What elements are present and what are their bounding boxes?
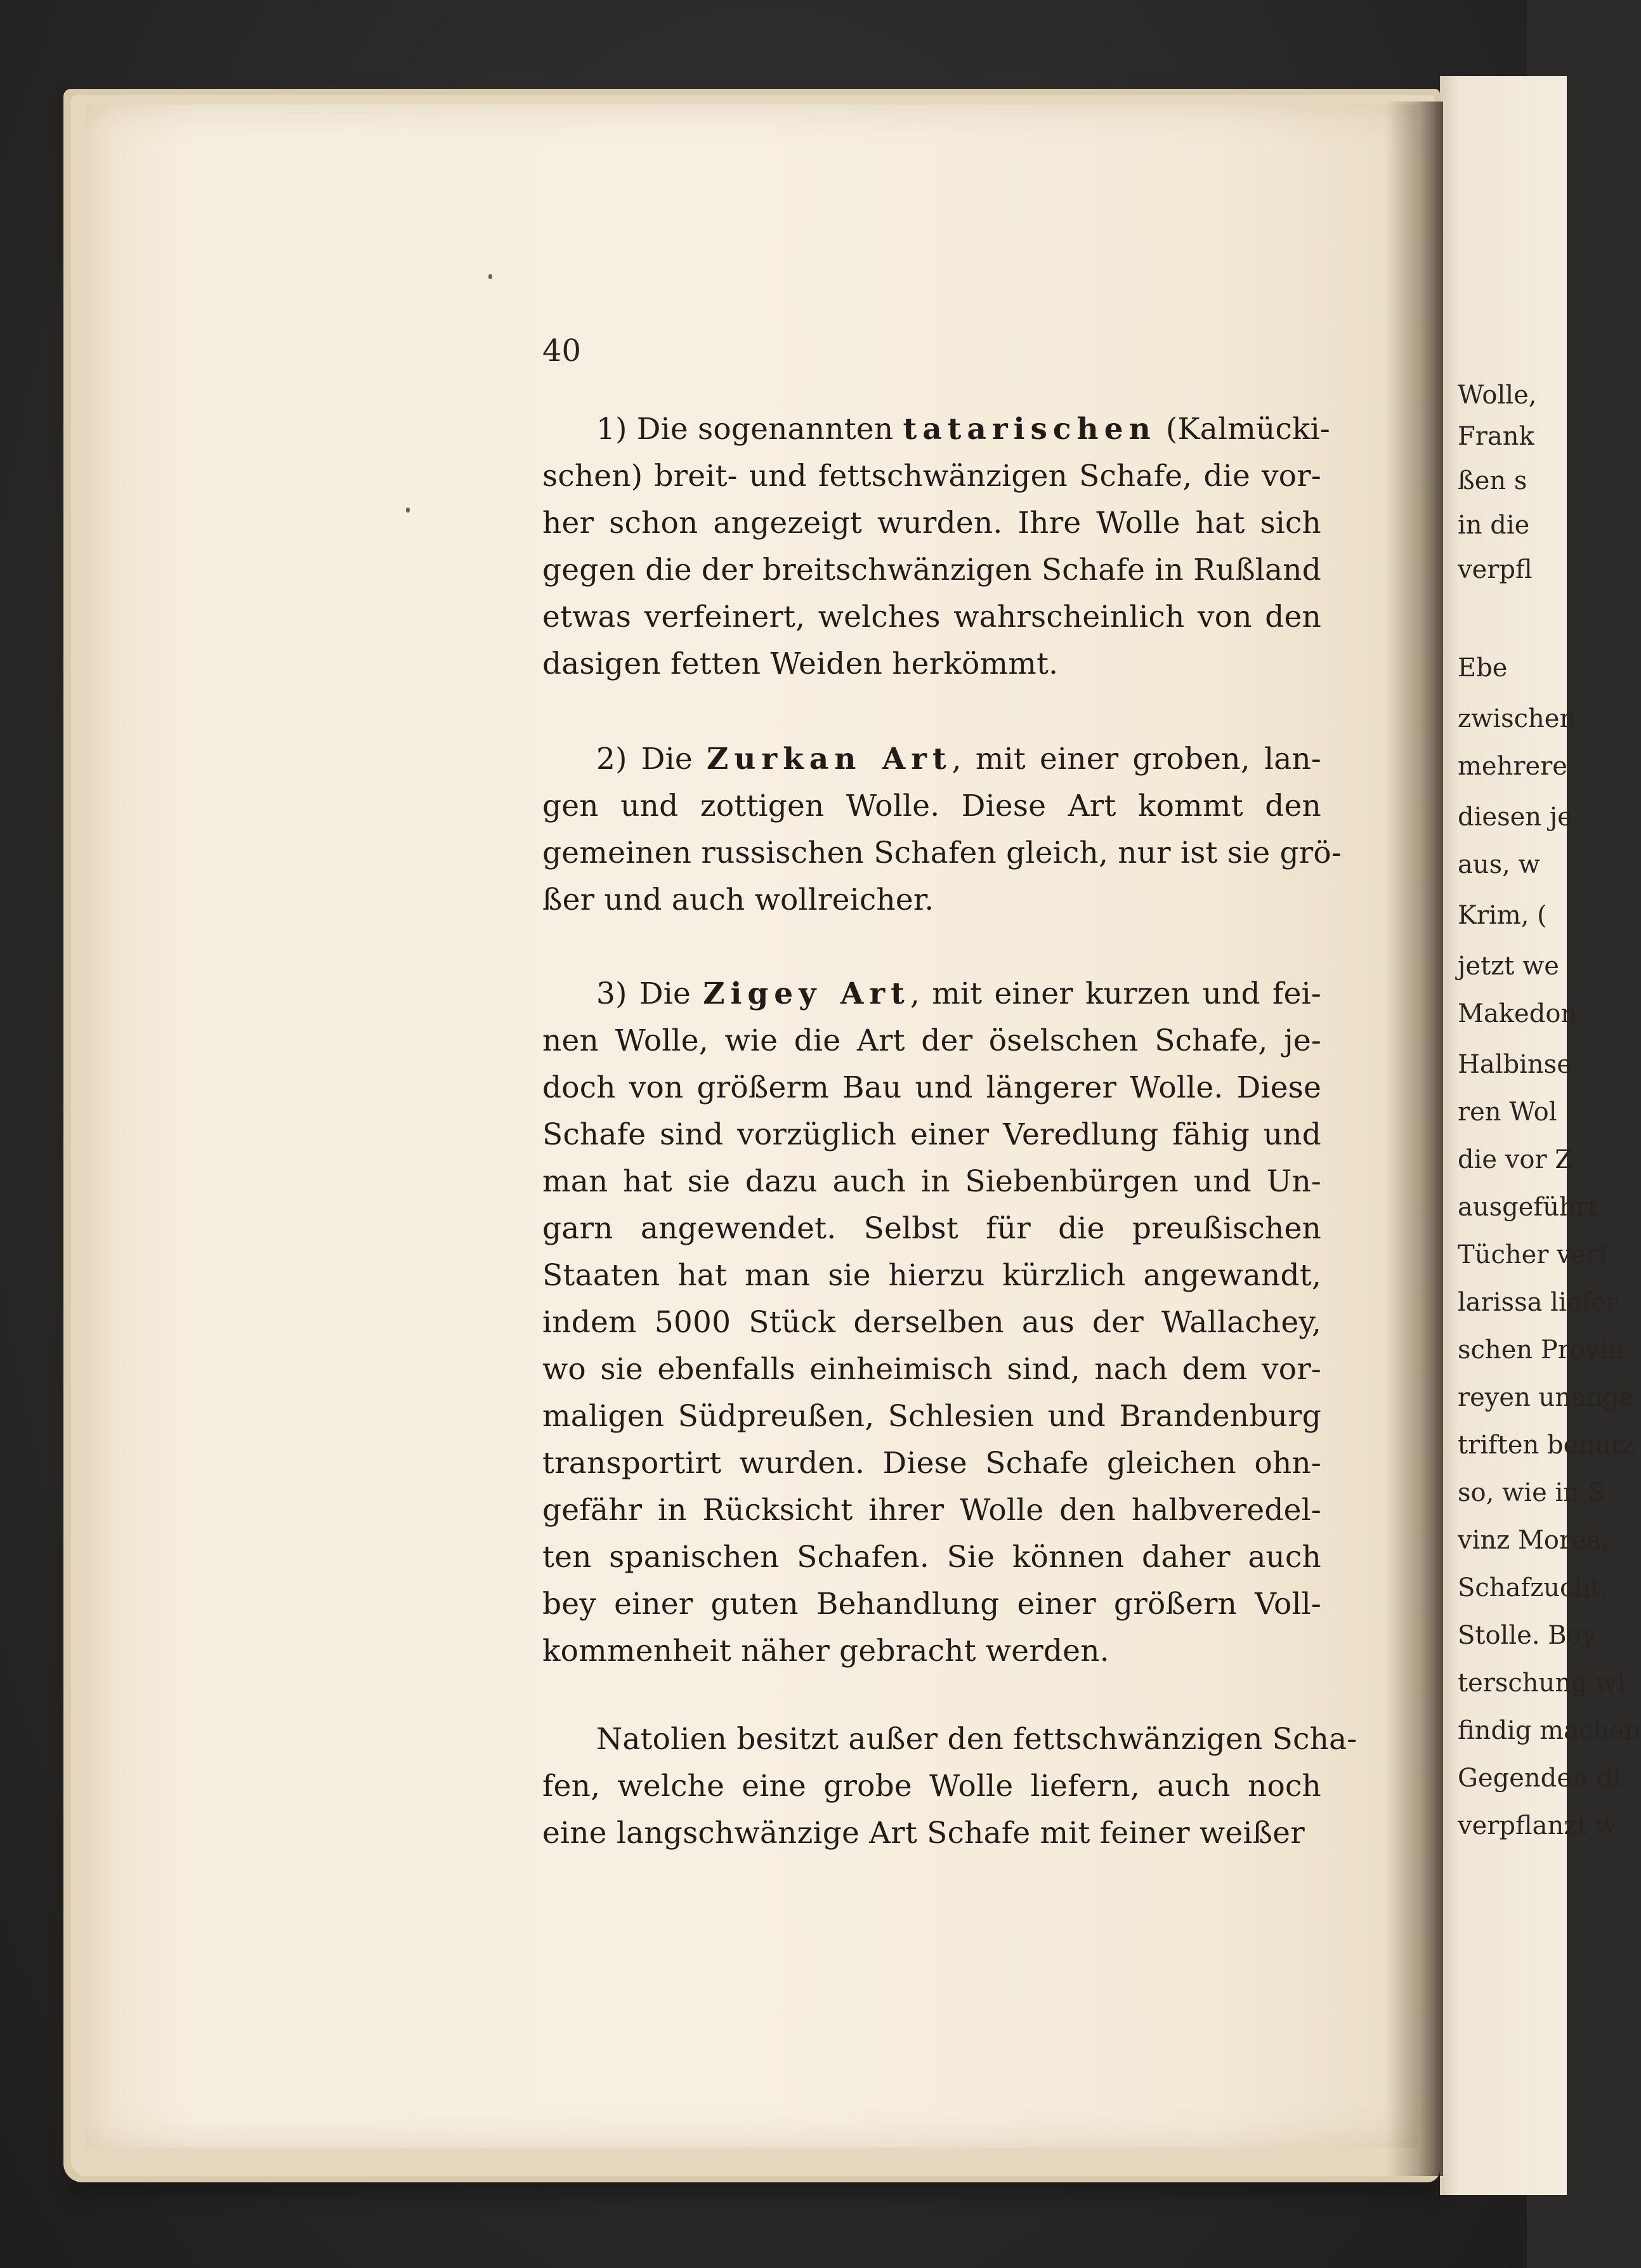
text-line: gemeinen russischen Schafen gleich, nur ist sie grö-: [542, 836, 1342, 870]
right-page-fragment: Tücher verf: [1458, 1240, 1608, 1269]
line-text: 1) Die sogenannten: [596, 412, 903, 447]
text-line: wo sie ebenfalls einheimisch sind, nach dem vor-: [542, 1352, 1321, 1387]
line-text: , mit einer kurzen und fei-: [910, 976, 1321, 1011]
right-page-fragment: ausgeführt: [1458, 1193, 1598, 1222]
right-page-fragment: reyen unange: [1458, 1383, 1634, 1412]
right-page-fragment: ren Wol: [1458, 1098, 1557, 1127]
text-line: gefähr in Rücksicht ihrer Wolle den halbveredel-: [542, 1493, 1321, 1528]
right-page-fragment: Makedon: [1458, 999, 1578, 1028]
text-line: gen und zottigen Wolle. Diese Art kommt den: [542, 789, 1321, 823]
emphasized-term: Zigey Art: [703, 976, 910, 1011]
text-line: fen, welche eine grobe Wolle liefern, auch noch: [542, 1769, 1321, 1804]
right-page-fragment: Schafzucht.: [1458, 1573, 1609, 1603]
line-text: (Kalmücki-: [1156, 412, 1330, 447]
text-line: indem 5000 Stück derselben aus der Wallachey,: [542, 1305, 1321, 1340]
page-number: 40: [542, 333, 582, 369]
text-line: transportirt wurden. Diese Schafe gleichen ohn-: [542, 1446, 1321, 1481]
text-line: etwas verfeinert, welches wahrscheinlich von den: [542, 600, 1321, 634]
right-page-fragment: so, wie in S: [1458, 1478, 1605, 1507]
right-page-fragment: aus, w: [1458, 850, 1540, 879]
line-text: 2) Die: [596, 742, 707, 777]
text-line: doch von größerm Bau und längerer Wolle. Diese: [542, 1070, 1321, 1105]
right-page-fragment: findig machen: [1458, 1716, 1641, 1745]
right-page-fragment: diesen je: [1458, 803, 1572, 832]
text-line: Staaten hat man sie hierzu kürzlich angewandt,: [542, 1258, 1321, 1293]
right-page-fragment: Stolle. Bey: [1458, 1621, 1596, 1650]
book-gutter: [1386, 102, 1443, 2176]
text-line: maligen Südpreußen, Schlesien und Brandenburg: [542, 1399, 1321, 1434]
right-page-fragment: Ebe: [1458, 653, 1508, 683]
text-line: [542, 971, 1321, 1018]
text-line: man hat sie dazu auch in Siebenbürgen und Un-: [542, 1164, 1321, 1199]
text-line: [542, 736, 1321, 783]
text-line: [542, 406, 1330, 453]
right-page-fragment: vinz Morea,: [1458, 1526, 1610, 1555]
right-page-fragment: die vor Z: [1458, 1145, 1573, 1174]
right-page-fragment: Halbinse: [1458, 1050, 1572, 1079]
paper-speck: [488, 274, 492, 279]
emphasized-term: tatarischen: [903, 412, 1156, 447]
line-text: 3) Die: [596, 976, 703, 1011]
text-line: bey einer guten Behandlung einer größern Voll-: [542, 1587, 1321, 1622]
right-page-fragment: Krim, (: [1458, 901, 1547, 930]
text-line: garn angewendet. Selbst für die preußischen: [542, 1211, 1321, 1246]
right-page-fragment: triften benutz: [1458, 1431, 1635, 1460]
right-page-fragment: verpflanzt w: [1458, 1811, 1618, 1840]
text-line: Schafe sind vorzüglich einer Veredlung fähig und: [542, 1117, 1321, 1152]
right-page-fragment: Gegenden di: [1458, 1764, 1621, 1793]
text-line: schen) breit- und fettschwänzigen Schafe, die vor-: [542, 459, 1321, 494]
right-page-fragment: Frank: [1458, 422, 1534, 451]
text-line: dasigen fetten Weiden herkömmt.: [542, 646, 1059, 681]
text-line: her schon angezeigt wurden. Ihre Wolle hat sich: [542, 506, 1321, 541]
paragraph-natolien: [542, 1716, 1357, 1857]
text-line: kommenheit näher gebracht werden.: [542, 1634, 1109, 1668]
text-line: nen Wolle, wie die Art der öselschen Schafe, je-: [542, 1023, 1321, 1058]
text-line: ßer und auch wollreicher.: [542, 882, 934, 917]
right-page-fragment: zwischen: [1458, 704, 1576, 733]
text-line: ten spanischen Schafen. Sie können daher auch: [542, 1540, 1321, 1575]
right-page-fragment: mehrere: [1458, 752, 1567, 781]
right-page-fragment: terschung wi: [1458, 1668, 1626, 1698]
paragraph-item-2: [542, 736, 1342, 924]
right-page-fragment: verpfl: [1458, 555, 1533, 584]
right-page-fragment: larissa liefer: [1458, 1288, 1619, 1317]
paragraph-item-1: [542, 406, 1330, 688]
right-page-fragment: jetzt we: [1458, 952, 1559, 981]
right-page-fragment: schen Provin: [1458, 1335, 1625, 1365]
paper-speck: [406, 508, 410, 513]
right-page-fragment: ßen s: [1458, 466, 1527, 495]
right-page-fragment: Wolle,: [1458, 381, 1537, 410]
line-text: , mit einer groben, lan-: [951, 742, 1321, 777]
paragraph-item-3: [542, 971, 1321, 1675]
emphasized-term: Zurkan Art: [706, 742, 952, 777]
text-line: Natolien besitzt außer den fettschwänzigen Scha-: [596, 1722, 1357, 1757]
right-page-fragment: in die: [1458, 511, 1530, 540]
text-line: eine langschwänzige Art Schafe mit feiner weißer: [542, 1816, 1305, 1851]
text-line: gegen die der breitschwänzigen Schafe in Rußland: [542, 553, 1321, 587]
